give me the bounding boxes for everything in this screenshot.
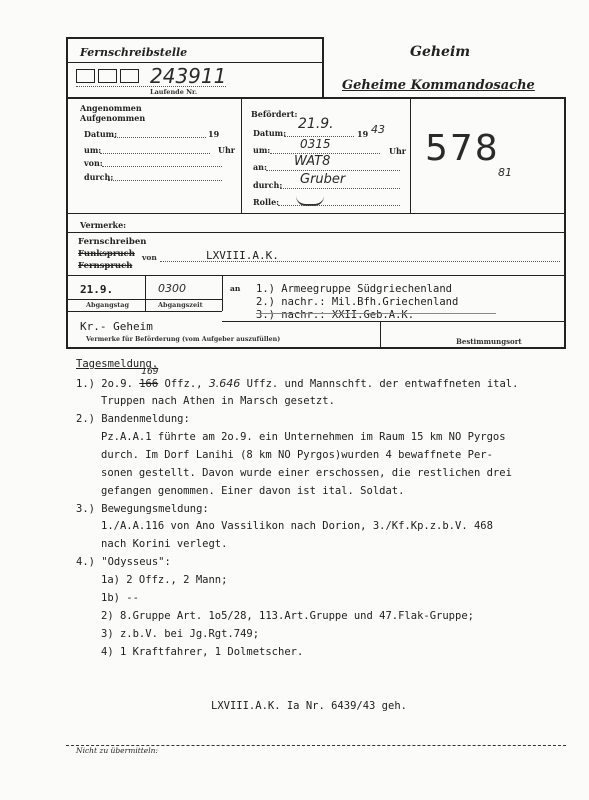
p1-offz-count (139, 367, 159, 390)
p1-rest: Uffz. und Mannschft. der entwaffneten ital. (246, 378, 519, 390)
dispatch-tag-label: Abgangstag (86, 301, 130, 309)
p3-line-1: 1./A.A.116 von Ano Vassilikon nach Dorion, 3./Kf.Kp.z.b.V. 468 (101, 520, 493, 532)
header-divider (66, 62, 324, 63)
number-squares (76, 68, 139, 87)
mid-box-divider (410, 97, 411, 213)
dispatch-label-line (66, 299, 222, 300)
p4-item-1: 1a) 2 Offz., 2 Mann; (101, 574, 228, 586)
left-durch-line (108, 180, 222, 181)
type-funkspruch: Funkspruch (78, 249, 135, 259)
laufende-nr-label: Laufende Nr. (150, 88, 198, 96)
befoerdert-label: Befördert: (251, 109, 298, 119)
footer-label: Nicht zu übermitteln: (76, 746, 158, 755)
stamp-number: 578 (425, 128, 500, 169)
dispatch-an-label: an (230, 284, 241, 293)
left-datum-label: Datum: (84, 129, 118, 139)
stamp-number-sub: 81 (498, 166, 512, 179)
p1-offz: Offz., (164, 378, 203, 390)
recipient-1: 1.) Armeegruppe Südgriechenland (256, 283, 452, 295)
left-durch-label: durch: (84, 172, 114, 182)
body-title: Tagesmeldung. (76, 358, 159, 370)
mid-durch-label: durch: (253, 180, 283, 190)
angenommen-label: Angenommen (80, 103, 142, 113)
p2-line-1: Pz.A.A.1 führte am 2o.9. ein Unternehmen im Raum 15 km NO Pyrgos (101, 431, 506, 443)
p4-item-4: 3) z.b.V. bei Jg.Rgt.749; (101, 628, 260, 640)
p4-item-3: 2) 8.Gruppe Art. 1o5/28, 113.Art.Gruppe und 47.Flak-Gruppe; (101, 610, 474, 622)
left-datum-line (114, 137, 206, 138)
vermerke-label: Vermerke: (80, 220, 127, 230)
p1-line1 (76, 367, 519, 390)
mid-um-label: um: (253, 145, 271, 155)
dispatch-col-divider-2 (222, 275, 223, 311)
mid-an-label: an: (253, 162, 267, 172)
p3-head: 3.) Bewegungsmeldung: (76, 503, 209, 515)
mid-an-value: WAT8 (294, 154, 331, 169)
p1-date: 1.) 2o.9. (76, 378, 133, 390)
left-datum-year: 19 (208, 129, 220, 139)
bestimmungsort-label: Bestimmungsort (456, 337, 522, 346)
p1-hand-count: 3.646 (208, 377, 241, 390)
von-line (160, 261, 560, 262)
p1-overwrite: 169 (141, 367, 159, 377)
laufende-nr-value: 243911 (150, 64, 227, 88)
left-um-label: um: (84, 145, 102, 155)
dispatch-zeit-value: 0300 (158, 282, 186, 295)
geheim-stamp: Geheim (410, 44, 471, 60)
left-von-label: von: (84, 158, 103, 168)
priority-divider (66, 311, 222, 312)
mid-datum-value: 21.9. (298, 116, 334, 132)
mid-um-value: 0315 (300, 137, 331, 151)
p1-line2: Truppen nach Athen in Marsch gesetzt. (101, 395, 335, 407)
bestimmungsort-divider (380, 321, 381, 349)
p2-line-2: durch. Im Dorf Lanihi (8 km NO Pyrgos)wurden 4 bewaffnete Per- (101, 449, 493, 461)
signature-line: LXVIII.A.K. Ia Nr. 6439/43 geh. (211, 700, 407, 712)
dispatch-tag-value: 21.9. (80, 283, 114, 296)
mid-datum-label: Datum: (253, 128, 287, 138)
p1-crossed: 166 (139, 378, 159, 390)
recipient-3: 3.) nachr.: XXII.Geb.A.K. (256, 309, 415, 321)
left-box-divider (241, 97, 242, 213)
type-von-value: LXVIII.A.K. (206, 249, 279, 262)
dispatch-col-divider-1 (145, 275, 146, 311)
vermerke-divider (66, 213, 566, 214)
left-von-line (102, 166, 222, 167)
priority-note: Vermerke für Beförderung (vom Aufgeber auszufüllen) (86, 336, 281, 343)
p2-line-3: sonen gestellt. Davon wurde einer erschossen, die restlichen drei (101, 467, 512, 479)
fernschreibstelle-title: Fernschreibstelle (80, 46, 188, 59)
aufgenommen-label: Aufgenommen (80, 113, 146, 123)
type-divider (66, 232, 566, 233)
mid-uhr-label: Uhr (389, 146, 407, 156)
dispatch-divider (66, 275, 566, 276)
p2-line-4: gefangen genommen. Einer davon ist ital. Soldat. (101, 485, 405, 497)
geheime-kommandosache-stamp: Geheime Kommandosache (342, 78, 535, 93)
recipient-3-strike (256, 313, 496, 314)
mid-durch-line (280, 188, 400, 189)
left-um-line (100, 153, 210, 154)
dispatch-zeit-label: Abgangszeit (158, 301, 203, 309)
type-von-label: von (142, 253, 157, 262)
priority-value: Kr.- Geheim (80, 320, 153, 333)
p3-line-2: nach Korini verlegt. (101, 538, 228, 550)
p2-head: 2.) Bandenmeldung: (76, 413, 190, 425)
laufende-nr-line (76, 86, 226, 87)
mid-durch-value: Gruber (300, 172, 346, 187)
mid-datum-year-value: 43 (371, 123, 385, 136)
type-fernspruch: Fernspruch (78, 261, 133, 271)
mid-datum-year-prefix: 19 (357, 129, 369, 139)
type-fernschreiben: Fernschreiben (78, 237, 147, 247)
priority-divider-right (222, 321, 566, 322)
p4-head: 4.) "Odysseus": (76, 556, 171, 568)
mid-an-line (266, 170, 400, 171)
mid-rolle-line (278, 205, 400, 206)
p4-item-5: 4) 1 Kraftfahrer, 1 Dolmetscher. (101, 646, 304, 658)
recipient-2: 2.) nachr.: Mil.Bfh.Griechenland (256, 296, 459, 308)
left-uhr-label: Uhr (218, 145, 236, 155)
mid-rolle-label: Rolle: (253, 197, 280, 207)
p4-item-2: 1b) -- (101, 592, 139, 604)
